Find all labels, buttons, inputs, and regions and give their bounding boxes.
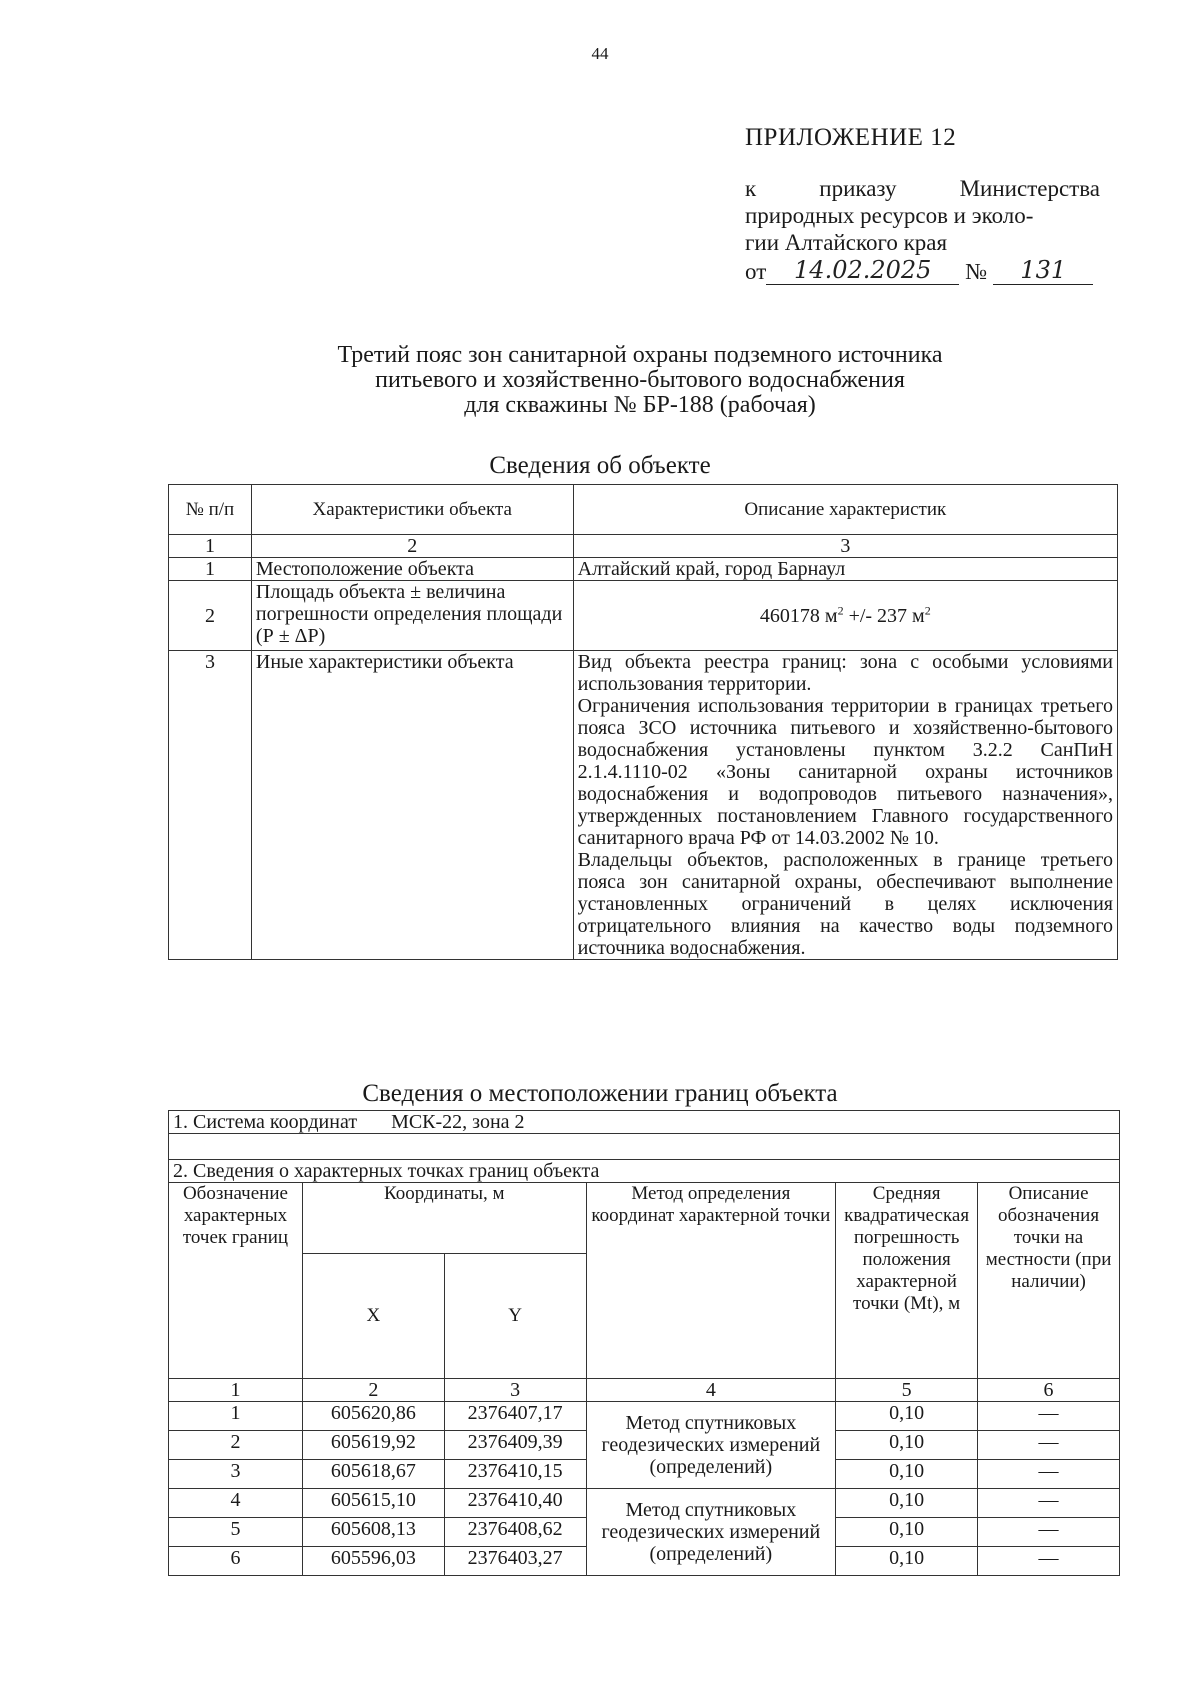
col-number: 3 <box>444 1379 586 1402</box>
header-coordinates: Координаты, м <box>302 1183 586 1254</box>
method-cell: Метод спутниковых геодезических измерений (определений) <box>586 1402 836 1489</box>
col-number: 3 <box>573 535 1117 558</box>
table-row <box>169 558 1118 581</box>
header-num: № п/п <box>169 485 252 535</box>
area-unit-sup: 2 <box>837 602 844 617</box>
point-y: 2376410,15 <box>444 1460 586 1489</box>
coord-system-row <box>169 1111 1120 1134</box>
point-description: — <box>978 1431 1120 1460</box>
header-x: X <box>302 1254 444 1379</box>
order-k: к <box>745 176 757 201</box>
point-error: 0,10 <box>836 1518 978 1547</box>
area-value: 460178 м <box>759 604 838 627</box>
boundary-table <box>168 1110 1120 1576</box>
desc-paragraph-3: Владельцы объектов, расположенных в границе третьего пояса зон санитарной охраны, обеспечивают выполнение установленных ограничений в целях исключения отрицательного влияния на качество воды подземного источника водоснабжения. <box>577 849 1113 959</box>
col-number: 2 <box>251 535 573 558</box>
point-error: 0,10 <box>836 1547 978 1576</box>
header-characteristics: Характеристики объекта <box>251 485 573 535</box>
row-num: 3 <box>169 651 252 960</box>
point-id: 4 <box>169 1489 303 1518</box>
col-number: 6 <box>978 1379 1120 1402</box>
point-error: 0,10 <box>836 1431 978 1460</box>
area-error: +/- 237 м <box>843 604 925 627</box>
order-word: приказу <box>819 176 897 201</box>
page-number: 44 <box>591 44 609 63</box>
point-y: 2376410,40 <box>444 1489 586 1518</box>
row-description <box>573 581 1117 651</box>
boundary-info-title: Сведения о местоположении границ объекта <box>362 1080 838 1107</box>
row-characteristic: Местоположение объекта <box>251 558 573 581</box>
point-error: 0,10 <box>836 1402 978 1431</box>
order-ministry: Министерства <box>959 176 1100 201</box>
coord-system-label: 1. Система координат <box>173 1111 358 1133</box>
title-line-1: Третий пояс зон санитарной охраны подземного источника <box>337 342 943 368</box>
desc-paragraph-2: Ограничения использования территории в границах третьего пояса ЗСО источника питьевого и хозяйственно-бытового водоснабжения установлены пунктом 3.2.2 СанПиН 2.1.4.1110-02 «Зоны санитарной охраны источников водоснабжения и водопроводов питьевого назначения», утвержденных постановлением Главного государственного санитарного врача РФ от 14.03.2002 № 10. <box>577 695 1113 849</box>
desc-paragraph-1: Вид объекта реестра границ: зона с особыми условиями использования территории. <box>577 651 1113 695</box>
point-description: — <box>978 1460 1120 1489</box>
row-num: 1 <box>169 558 252 581</box>
col-number: 1 <box>169 1379 303 1402</box>
order-reference <box>745 175 1100 256</box>
order-date-line <box>745 256 1100 285</box>
order-no-label: № <box>965 259 988 284</box>
method-cell: Метод спутниковых геодезических измерений (определений) <box>586 1489 836 1576</box>
point-description: — <box>978 1402 1120 1431</box>
object-info-table <box>168 484 1118 960</box>
row-description: Алтайский край, город Барнаул <box>573 558 1117 581</box>
table-row <box>169 1402 1120 1431</box>
table-row <box>169 1489 1120 1518</box>
point-x: 605596,03 <box>302 1547 444 1576</box>
point-y: 2376407,17 <box>444 1402 586 1431</box>
point-x: 605608,13 <box>302 1518 444 1547</box>
point-x: 605618,67 <box>302 1460 444 1489</box>
point-description: — <box>978 1489 1120 1518</box>
header-error: Средняя квадратическая погрешность положения характерной точки (Mt), м <box>836 1183 978 1379</box>
document-title <box>200 343 1080 418</box>
point-id: 2 <box>169 1431 303 1460</box>
point-error: 0,10 <box>836 1489 978 1518</box>
point-y: 2376403,27 <box>444 1547 586 1576</box>
point-y: 2376408,62 <box>444 1518 586 1547</box>
point-id: 5 <box>169 1518 303 1547</box>
order-from-label: от <box>745 259 767 284</box>
row-num: 2 <box>169 581 252 651</box>
order-line-3: гии Алтайского края <box>745 230 948 255</box>
title-line-3: для скважины № БР-188 (рабочая) <box>464 392 816 418</box>
point-x: 605619,92 <box>302 1431 444 1460</box>
point-error: 0,10 <box>836 1460 978 1489</box>
blank-row <box>169 1134 1120 1160</box>
coord-system-value: МСК-22, зона 2 <box>391 1111 525 1133</box>
order-date-handwritten: 14.02.2025 <box>766 256 959 285</box>
point-id: 3 <box>169 1460 303 1489</box>
row-characteristic: Площадь объекта ± величина погрешности определения площади (Р ± ΔР) <box>251 581 573 651</box>
col-number: 4 <box>586 1379 836 1402</box>
object-info-title: Сведения об объекте <box>489 452 711 479</box>
point-description: — <box>978 1518 1120 1547</box>
row-characteristic: Иные характеристики объекта <box>251 651 573 960</box>
col-number: 2 <box>302 1379 444 1402</box>
header-description: Описание характеристик <box>573 485 1117 535</box>
area-error-unit-sup: 2 <box>924 602 931 617</box>
table-row <box>169 651 1118 960</box>
col-number: 1 <box>169 535 252 558</box>
point-id: 1 <box>169 1402 303 1431</box>
header-point-description: Описание обозначения точки на местности (при наличии) <box>978 1183 1120 1379</box>
point-description: — <box>978 1547 1120 1576</box>
row-description <box>573 651 1117 960</box>
point-y: 2376409,39 <box>444 1431 586 1460</box>
points-label: 2. Сведения о характерных точках границ объекта <box>169 1160 1120 1183</box>
header-y: Y <box>444 1254 586 1379</box>
appendix-title: ПРИЛОЖЕНИЕ 12 <box>745 124 957 151</box>
table-row <box>169 581 1118 651</box>
point-x: 605615,10 <box>302 1489 444 1518</box>
title-line-2: питьевого и хозяйственно-бытового водоснабжения <box>375 367 905 393</box>
point-x: 605620,86 <box>302 1402 444 1431</box>
header-method: Метод определения координат характерной точки <box>586 1183 836 1379</box>
order-number-handwritten: 131 <box>993 256 1093 285</box>
header-designation: Обозначение характерных точек границ <box>169 1183 303 1379</box>
point-id: 6 <box>169 1547 303 1576</box>
col-number: 5 <box>836 1379 978 1402</box>
order-line-2: природных ресурсов и эколо- <box>745 203 1034 228</box>
